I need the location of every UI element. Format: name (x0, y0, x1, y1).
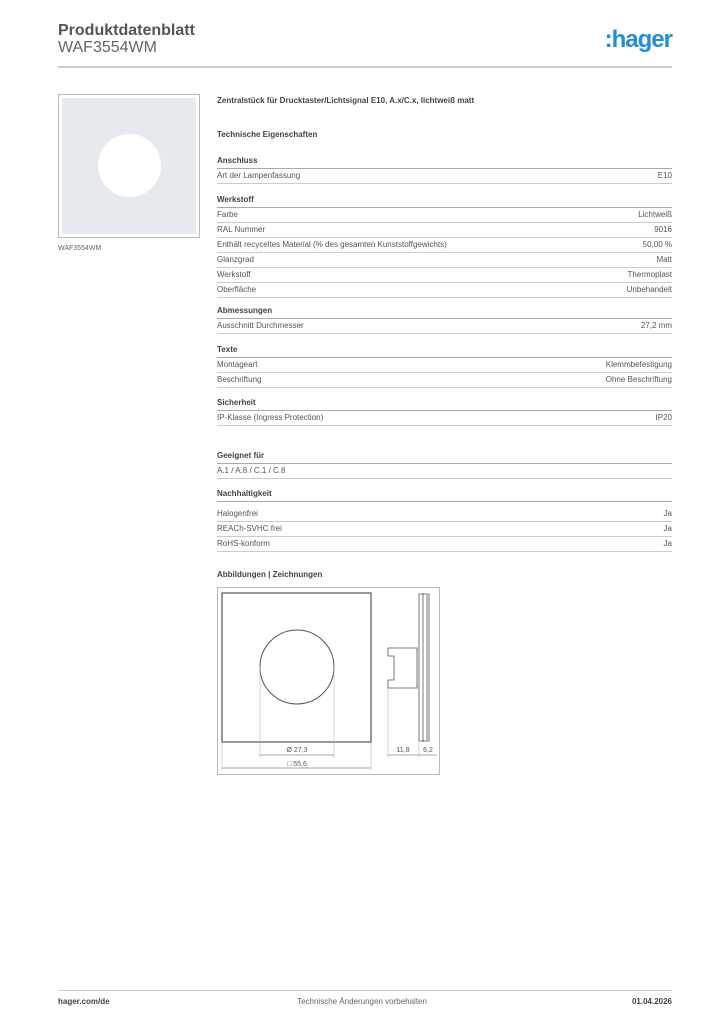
section-nachhaltigkeit (217, 487, 672, 552)
section-heading: Abmessungen (217, 304, 672, 319)
property-value: Thermoplast (627, 270, 672, 279)
property-label: IP-Klasse (Ingress Protection) (217, 413, 324, 422)
table-row (217, 464, 672, 479)
property-label: Enthält recyceltes Material (% des gesamten Kunststoffgewichts) (217, 240, 447, 249)
property-value: Klemmbefestigung (605, 360, 672, 369)
property-label: Ausschnitt Durchmesser (217, 321, 304, 330)
property-value: Unbehandelt (626, 285, 672, 294)
dim-depth: 11,8 (396, 747, 410, 754)
product-description: Zentralstück für Drucktaster/Lichtsignal E10, A.x/C.x, lichtweiß matt (217, 96, 475, 105)
table-row (217, 208, 672, 223)
property-value: Ohne Beschriftung (605, 375, 672, 384)
table-row (217, 169, 672, 184)
table-row (217, 238, 672, 253)
tech-heading: Technische Eigenschaften (217, 130, 318, 139)
footer-note: Technische Änderungen vorbehalten (297, 997, 427, 1006)
property-label: Farbe (217, 210, 238, 219)
property-label: REACh-SVHC frei (217, 524, 282, 533)
table-row (217, 507, 672, 522)
section-werkstoff (217, 193, 672, 298)
property-value: E10 (657, 171, 672, 180)
property-label: Oberfläche (217, 285, 257, 294)
section-texte (217, 343, 672, 388)
property-value: Lichtweiß (638, 210, 672, 219)
section-sicherheit (217, 396, 672, 426)
footer-date: 01.04.2026 (631, 997, 672, 1006)
table-row (217, 537, 672, 552)
table-row (217, 283, 672, 298)
property-label: RAL Nummer (217, 225, 266, 234)
header-divider (58, 66, 672, 68)
property-value: Matt (656, 255, 672, 264)
table-row (217, 253, 672, 268)
section-heading: Anschluss (217, 154, 672, 169)
property-value: Ja (663, 509, 672, 518)
page-title: Produktdatenblatt (58, 22, 195, 39)
property-value: 27,2 mm (640, 321, 672, 330)
table-row (217, 268, 672, 283)
product-image (58, 94, 200, 238)
table-row (217, 373, 672, 388)
product-code: WAF3554WM (58, 39, 157, 56)
table-row (217, 319, 672, 334)
property-label: Halogenfrei (217, 509, 258, 518)
section-anschluss (217, 154, 672, 184)
table-row (217, 223, 672, 238)
dim-diameter: Ø 27,3 (286, 747, 308, 754)
section-abmessungen (217, 304, 672, 334)
section-heading: Geeignet für (217, 449, 672, 464)
table-row (217, 411, 672, 426)
drawings-heading: Abbildungen | Zeichnungen (217, 570, 323, 579)
property-label: Werkstoff (217, 270, 251, 279)
property-value: 50,00 % (642, 240, 672, 249)
hager-logo: :hager (604, 26, 672, 53)
dim-square: □ 55,6 (287, 761, 307, 768)
table-row (217, 358, 672, 373)
dim-thickness: 6,2 (423, 747, 433, 754)
property-label: RoHS-konform (217, 539, 270, 548)
property-value: 9016 (654, 225, 672, 234)
table-row (217, 522, 672, 537)
section-heading: Sicherheit (217, 396, 672, 411)
property-label: Beschriftung (217, 375, 262, 384)
property-value: IP20 (655, 413, 672, 422)
property-value: Ja (663, 524, 672, 533)
property-label: Glanzgrad (217, 255, 254, 264)
property-value: Ja (663, 539, 672, 548)
footer-website[interactable]: hager.com/de (58, 997, 110, 1006)
property-label: Montageart (217, 360, 258, 369)
section-heading: Werkstoff (217, 193, 672, 208)
section-geeignet-f-r (217, 449, 672, 479)
footer-divider (58, 990, 672, 991)
section-heading: Nachhaltigkeit (217, 487, 672, 502)
technical-drawing (217, 587, 440, 775)
section-heading: Texte (217, 343, 672, 358)
property-label: Art der Lampenfassung (217, 171, 301, 180)
property-label: A.1 / A.8 / C.1 / C.8 (217, 466, 286, 475)
image-caption: WAF3554WM (58, 245, 102, 252)
